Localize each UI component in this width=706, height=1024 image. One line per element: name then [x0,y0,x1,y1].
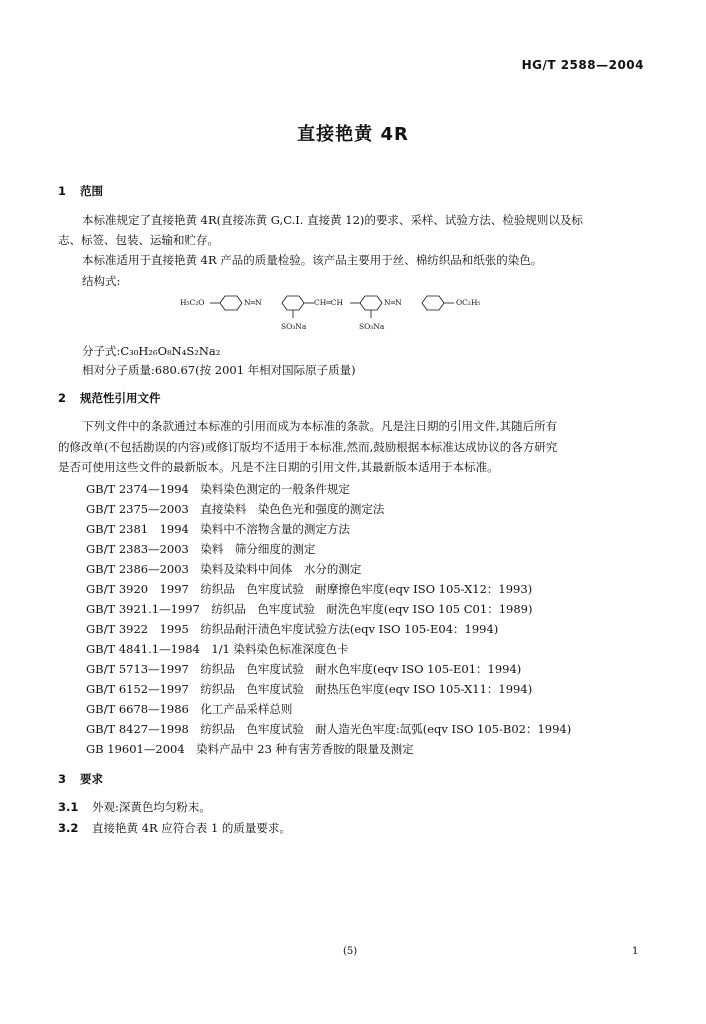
formula-right-group: OC₂H₅ [456,298,481,307]
section-2-para-line2: 的修改单(不包括勘误的内容)或修订版均不适用于本标准,然而,鼓励根据本标准达成协议的各方研究 [58,440,558,454]
section-2-para-line3: 是否可使用这些文件的最新版本。凡是不注日期的引用文件,其最新版本适用于本标准。 [58,460,499,474]
molecular-mass: 相对分子质量:680.67(按 2001 年相对国际原子质量) [82,363,356,377]
reference-item: GB/T 4841.1—1984 1/1 染料染色标准深度色卡 [86,642,349,656]
reference-item: GB/T 6152—1997 纺织品 色牢度试验 耐热压色牢度(eqv ISO 105-X11：1994) [86,682,533,696]
reference-item: GB/T 2375—2003 直接染料 染色色光和强度的测定法 [86,502,385,516]
reference-item: GB/T 2381 1994 染料中不溶物含量的测定方法 [86,522,350,536]
reference-item: GB/T 5713—1997 纺织品 色牢度试验 耐水色牢度(eqv ISO 105-E01：1994) [86,662,522,676]
section-3-heading [58,771,103,787]
section-number: 2 [58,391,67,405]
section-1-para2: 本标准适用于直接艳黄 4R 产品的质量检验。该产品主要用于丝、棉纺织品和纸张的染色。 [82,253,543,267]
section-title: 规范性引用文件 [80,391,161,405]
section-title: 范围 [80,184,103,198]
reference-item: GB/T 6678—1986 化工产品采样总则 [86,702,293,716]
section-title: 要求 [80,772,103,786]
reference-item: GB 19601—2004 染料产品中 23 种有害芳香胺的限量及测定 [86,742,414,756]
requirement-3-1 [58,799,211,815]
reference-item: GB/T 3922 1995 纺织品耐汗渍色牢度试验方法(eqv ISO 105-E04：1994) [86,622,499,636]
benzene-ring-3 [360,296,382,310]
reference-item: GB/T 2374—1994 染料染色测定的一般条件规定 [86,482,350,496]
benzene-ring-1 [220,296,242,310]
benzene-ring-4 [422,296,444,310]
section-number: 3 [58,772,67,786]
page-number: 1 [632,946,639,957]
formula-azo-2: N═N [384,298,402,307]
page-title: 直接艳黄 4R [297,124,409,145]
section-2-heading [58,390,161,406]
standard-code: HG/T 2588—2004 [521,58,644,72]
section-1-heading [58,183,103,199]
requirement-3-2 [58,820,291,836]
benzene-ring-2 [282,296,304,310]
molecular-formula: 分子式:C₃₀H₂₆O₈N₄S₂Na₂ [82,344,221,358]
section-1-para1-line2: 志、标签、包装、运输和贮存。 [58,233,219,247]
structural-formula [180,288,540,336]
clause-text: 直接艳黄 4R 应符合表 1 的质量要求。 [92,821,291,835]
section-2-para-line1: 下列文件中的条款通过本标准的引用而成为本标准的条款。凡是注日期的引用文件,其随后所有 [82,419,558,433]
clause-number: 3.1 [58,800,79,814]
reference-item: GB/T 3920 1997 纺织品 色牢度试验 耐摩擦色牢度(eqv ISO 105-X12：1993) [86,582,533,596]
page-mark: (5) [343,946,358,957]
formula-sulfo-2: SO₃Na [359,322,385,331]
section-1-para1-line1: 本标准规定了直接艳黄 4R(直接冻黄 G,C.I. 直接黄 12)的要求、采样、试验方法、检验规则以及标 [82,213,583,227]
clause-number: 3.2 [58,821,79,835]
formula-sulfo-1: SO₃Na [281,322,307,331]
section-number: 1 [58,184,67,198]
reference-item: GB/T 2386—2003 染料及染料中间体 水分的测定 [86,562,362,576]
structure-label: 结构式: [82,274,121,288]
formula-left-group: H₅C₂O [180,298,205,307]
reference-item: GB/T 8427—1998 纺织品 色牢度试验 耐人造光色牢度:氙弧(eqv ISO 105-B02：1994) [86,722,572,736]
clause-text: 外观:深黄色均匀粉末。 [92,800,211,814]
reference-item: GB/T 3921.1—1997 纺织品 色牢度试验 耐洗色牢度(eqv ISO 105 C01：1989) [86,602,533,616]
reference-item: GB/T 2383—2003 染料 筛分细度的测定 [86,542,316,556]
formula-azo-1: N═N [244,298,262,307]
formula-vinyl: CH═CH [314,298,344,307]
